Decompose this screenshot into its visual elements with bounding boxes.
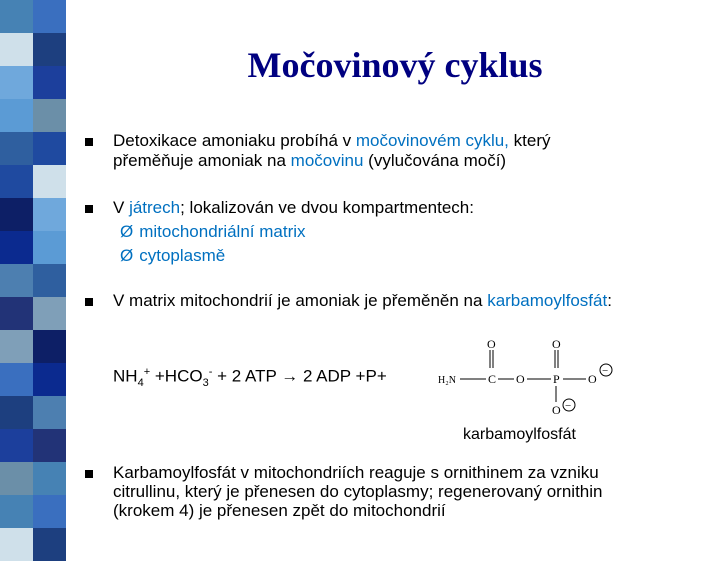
bullet-4-line-2: citrullinu, který je přenesen do cytoplasmy; regenerovaný ornithin — [113, 482, 603, 501]
stripe-tile — [0, 363, 33, 396]
stripe-tile — [33, 0, 66, 33]
phosphoryl-oxygen-label: O — [552, 338, 561, 351]
amine-group-label: H₂N — [438, 375, 456, 386]
bullet-4-line-1: Karbamoylfosfát v mitochondriích reaguje s ornithinem za vzniku — [113, 463, 599, 482]
bullet-marker — [85, 298, 93, 306]
sub-item-cytoplasm: Ø cytoplasmě — [120, 246, 226, 265]
carbamoyl-phosphate-structure — [438, 338, 628, 418]
stripe-tile — [0, 99, 33, 132]
stripe-tile — [33, 429, 66, 462]
stripe-tile — [33, 198, 66, 231]
carbon-atom-label: C — [488, 372, 497, 386]
stripe-tile — [33, 330, 66, 363]
stripe-tile — [0, 429, 33, 462]
bullet-4-line-3: (krokem 4) je přenesen zpět do mitochondrií — [113, 501, 446, 520]
arrow-icon: Ø — [120, 246, 134, 265]
stripe-tile — [33, 528, 66, 561]
bullet-marker — [85, 470, 93, 478]
bullet-1-line-2: přeměňuje amoniak na močovinu (vylučována močí) — [113, 151, 507, 170]
bullet-marker — [85, 138, 93, 146]
carbonyl-oxygen-label: O — [487, 338, 496, 351]
stripe-tile — [0, 528, 33, 561]
stripe-tile — [0, 396, 33, 429]
stripe-tile — [33, 264, 66, 297]
phosphorus-atom-label: P — [553, 372, 560, 386]
stripe-tile — [33, 363, 66, 396]
sub-item-mitochondrial-matrix: Ø mitochondriální matrix — [120, 222, 306, 241]
stripe-tile — [33, 462, 66, 495]
stripe-tile — [0, 462, 33, 495]
bridge-oxygen-label: O — [516, 372, 525, 386]
negative-charge-sign: − — [602, 365, 609, 377]
structure-caption: karbamoylfosfát — [463, 426, 576, 443]
negative-charge-sign: − — [565, 400, 572, 412]
stripe-tile — [0, 165, 33, 198]
stripe-tile — [33, 99, 66, 132]
slide-title: Močovinový cyklus — [247, 45, 543, 85]
stripe-tile — [0, 132, 33, 165]
bullet-marker — [85, 205, 93, 213]
stripe-tile — [0, 0, 33, 33]
stripe-tile — [33, 231, 66, 264]
right-oxygen-label: O — [588, 372, 597, 386]
stripe-tile — [33, 165, 66, 198]
stripe-tile — [0, 264, 33, 297]
stripe-tile — [33, 297, 66, 330]
stripe-tile — [0, 198, 33, 231]
stripe-tile — [0, 297, 33, 330]
stripe-tile — [0, 495, 33, 528]
stripe-tile — [0, 231, 33, 264]
bottom-oxygen-label: O — [552, 403, 561, 417]
stripe-tile — [0, 330, 33, 363]
arrow-icon: Ø — [120, 222, 134, 241]
bullet-3-line-1: V matrix mitochondrií je amoniak je přeměněn na karbamoylfosfát: — [113, 291, 612, 310]
bullet-1-line-1: Detoxikace amoniaku probíhá v močovinovém cyklu, který — [113, 131, 551, 150]
bullet-2-line-1: V játrech; lokalizován ve dvou kompartmentech: — [113, 198, 474, 217]
stripe-tile — [33, 132, 66, 165]
reaction-equation: $NH_4^+ +HCO_3^- + 2$ ATP → 2 ADP +P+ — [113, 366, 387, 390]
stripe-tile — [33, 396, 66, 429]
stripe-tile — [33, 495, 66, 528]
